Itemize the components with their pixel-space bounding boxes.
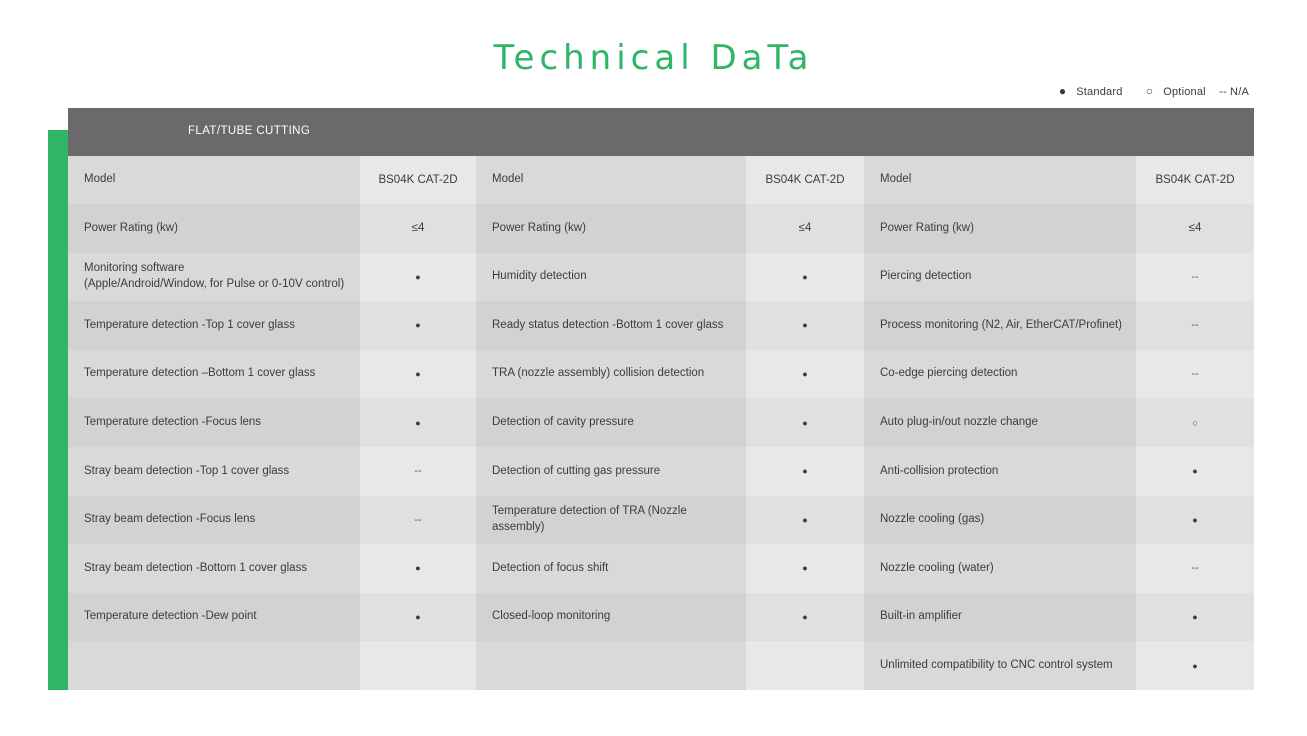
table-header-row xyxy=(864,156,1254,204)
legend-na: -- N/A xyxy=(1219,86,1249,98)
row-label: Power Rating (kw) xyxy=(476,204,746,253)
row-value: ● xyxy=(746,398,864,447)
row-label: Temperature detection -Dew point xyxy=(68,593,360,642)
table-column-group-3 xyxy=(864,156,1254,690)
table-row xyxy=(68,447,476,496)
row-value: ● xyxy=(360,544,476,593)
table-row xyxy=(476,253,864,302)
row-label: Power Rating (kw) xyxy=(68,204,360,253)
row-label: Co-edge piercing detection xyxy=(864,350,1136,399)
table-row xyxy=(864,447,1254,496)
table-column-group-1 xyxy=(68,156,476,690)
row-value: ○ xyxy=(1136,398,1254,447)
row-value: ● xyxy=(360,398,476,447)
row-value: -- xyxy=(360,447,476,496)
row-label: Nozzle cooling (gas) xyxy=(864,496,1136,545)
table-row xyxy=(864,641,1254,690)
table-row xyxy=(476,544,864,593)
table-row xyxy=(864,301,1254,350)
table-row xyxy=(864,204,1254,253)
table-row xyxy=(864,593,1254,642)
legend-standard: ● Standard xyxy=(1058,84,1123,98)
row-label: Process monitoring (N2, Air, EtherCAT/Profinet) xyxy=(864,301,1136,350)
row-value: ● xyxy=(1136,593,1254,642)
column-header-model: Model xyxy=(864,156,1136,204)
row-value xyxy=(746,641,864,690)
header-caption: FLAT/TUBE CUTTING xyxy=(188,125,311,137)
table-row xyxy=(864,544,1254,593)
row-value: ● xyxy=(746,593,864,642)
row-label xyxy=(476,641,746,690)
legend xyxy=(1039,84,1249,98)
row-value: ● xyxy=(360,301,476,350)
table-header-row xyxy=(68,156,476,204)
row-value: -- xyxy=(360,496,476,545)
table-row xyxy=(68,641,476,690)
page-title: Technical DaTa xyxy=(493,38,814,78)
row-label: Detection of focus shift xyxy=(476,544,746,593)
row-value: -- xyxy=(1136,301,1254,350)
table-header-band xyxy=(68,108,1254,156)
row-label: Temperature detection -Top 1 cover glass xyxy=(68,301,360,350)
row-value: ● xyxy=(360,350,476,399)
column-header-value: BS04K CAT-2D xyxy=(746,156,864,204)
row-value: ● xyxy=(746,544,864,593)
row-label: Nozzle cooling (water) xyxy=(864,544,1136,593)
row-label: Ready status detection -Bottom 1 cover glass xyxy=(476,301,746,350)
table-row xyxy=(476,496,864,545)
column-header-model: Model xyxy=(476,156,746,204)
table-row xyxy=(68,544,476,593)
legend-optional: ○ Optional xyxy=(1145,84,1206,98)
row-label: Temperature detection -Focus lens xyxy=(68,398,360,447)
row-value: -- xyxy=(1136,253,1254,302)
row-value: ≤4 xyxy=(746,204,864,253)
table-row xyxy=(68,350,476,399)
row-value: ● xyxy=(360,593,476,642)
table-row xyxy=(68,253,476,302)
column-header-value: BS04K CAT-2D xyxy=(360,156,476,204)
table-row xyxy=(476,447,864,496)
table-row xyxy=(68,496,476,545)
table-grid xyxy=(68,156,1254,690)
row-label xyxy=(68,641,360,690)
row-label: Stray beam detection -Top 1 cover glass xyxy=(68,447,360,496)
table-row xyxy=(476,350,864,399)
column-header-value: BS04K CAT-2D xyxy=(1136,156,1254,204)
table-column-group-2 xyxy=(476,156,864,690)
row-label: Power Rating (kw) xyxy=(864,204,1136,253)
table-row xyxy=(68,301,476,350)
row-label: TRA (nozzle assembly) collision detection xyxy=(476,350,746,399)
column-header-model: Model xyxy=(68,156,360,204)
table-row xyxy=(476,641,864,690)
row-value: ● xyxy=(746,253,864,302)
row-label xyxy=(68,253,360,302)
row-value: ≤4 xyxy=(360,204,476,253)
row-value xyxy=(360,641,476,690)
row-label: Unlimited compatibility to CNC control system xyxy=(864,641,1136,690)
row-label: Detection of cavity pressure xyxy=(476,398,746,447)
table-row xyxy=(864,398,1254,447)
table-row xyxy=(864,350,1254,399)
table-header-row xyxy=(476,156,864,204)
row-label: Stray beam detection -Bottom 1 cover glass xyxy=(68,544,360,593)
technical-data-table xyxy=(68,108,1254,686)
row-value: ● xyxy=(746,447,864,496)
row-value: ● xyxy=(1136,447,1254,496)
table-row xyxy=(864,496,1254,545)
row-value: ≤4 xyxy=(1136,204,1254,253)
table-row xyxy=(68,204,476,253)
table-row xyxy=(68,593,476,642)
row-value: ● xyxy=(360,253,476,302)
row-label: Auto plug-in/out nozzle change xyxy=(864,398,1136,447)
row-label: Closed-loop monitoring xyxy=(476,593,746,642)
row-label: Humidity detection xyxy=(476,253,746,302)
table-row xyxy=(68,398,476,447)
row-label: Detection of cutting gas pressure xyxy=(476,447,746,496)
table-row xyxy=(476,301,864,350)
row-label: Built-in amplifier xyxy=(864,593,1136,642)
row-label-line1: Monitoring software xyxy=(84,262,185,275)
table-row xyxy=(864,253,1254,302)
row-value: -- xyxy=(1136,350,1254,399)
row-label-line2: (Apple/Android/Window, for Pulse or 0-10V control) xyxy=(84,277,345,290)
row-label: Anti-collision protection xyxy=(864,447,1136,496)
row-value: -- xyxy=(1136,544,1254,593)
row-value: ● xyxy=(1136,496,1254,545)
table-row xyxy=(476,398,864,447)
table-row xyxy=(476,593,864,642)
row-label: Temperature detection of TRA (Nozzle assembly) xyxy=(476,496,746,545)
row-label: Stray beam detection -Focus lens xyxy=(68,496,360,545)
row-label: Piercing detection xyxy=(864,253,1136,302)
row-value: ● xyxy=(746,496,864,545)
row-value: ● xyxy=(746,301,864,350)
row-label: Temperature detection –Bottom 1 cover glass xyxy=(68,350,360,399)
row-value: ● xyxy=(746,350,864,399)
row-value: ● xyxy=(1136,641,1254,690)
table-row xyxy=(476,204,864,253)
